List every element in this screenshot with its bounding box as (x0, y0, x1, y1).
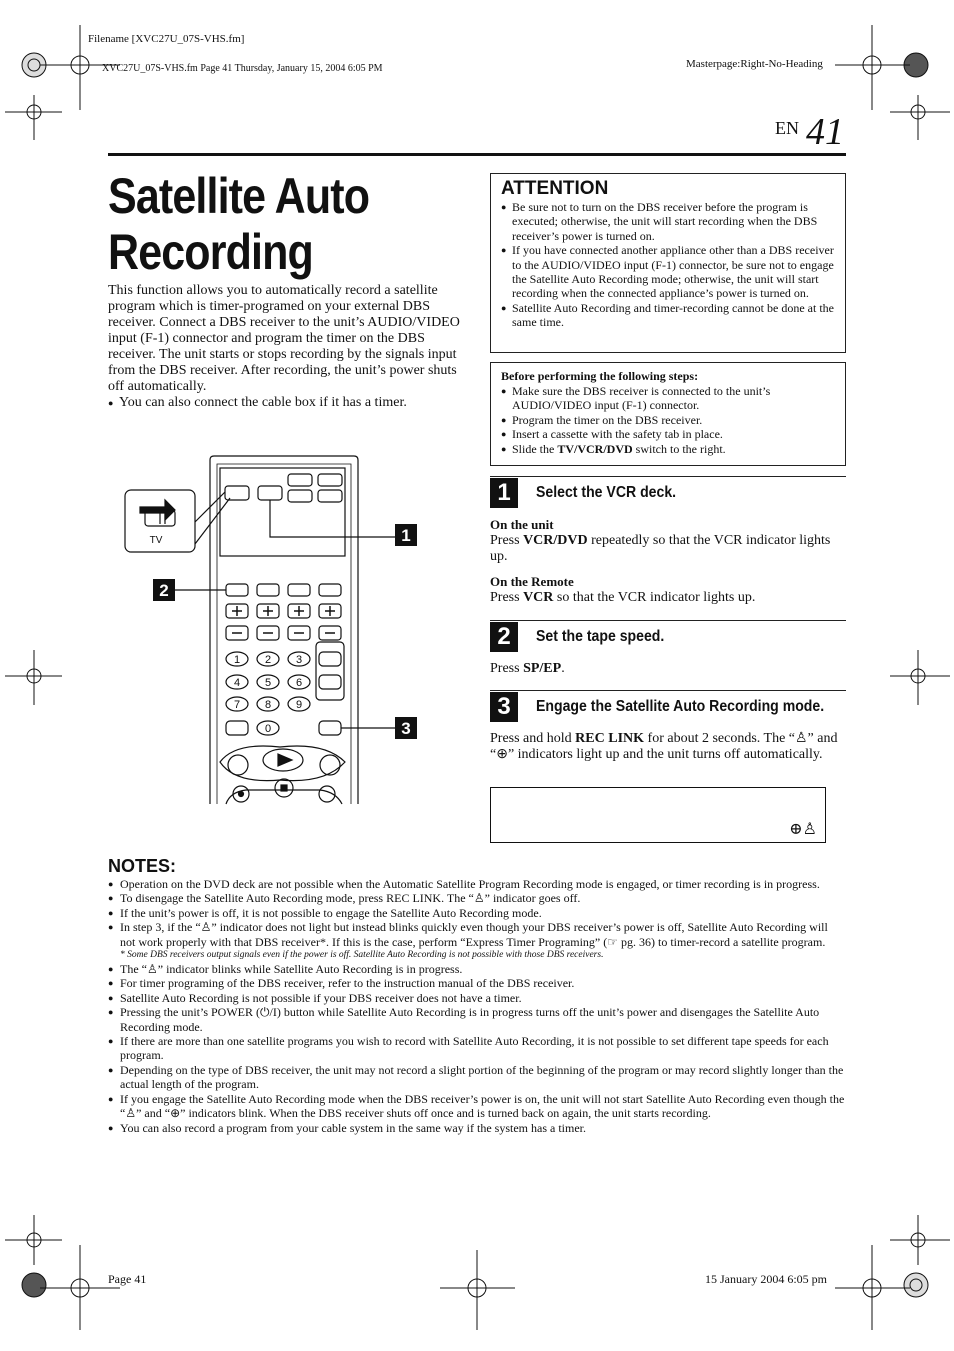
step-1-sub2-bold: VCR (523, 590, 554, 605)
header-fileinfo: XVC27U_07S-VHS.fm Page 41 Thursday, January 15, 2004 6:05 PM (102, 63, 383, 74)
step-1-sub2-text (490, 590, 846, 606)
before-last-suffix: switch to the right. (632, 441, 726, 456)
note-item: ● For timer programing of the DBS receiver, refer to the instruction manual of the DBS receiver. (108, 976, 846, 990)
note-item: ● Operation on the DVD deck are not possible when the Automatic Satellite Program Recording mode is engaged, or timer recording is in progress. (108, 877, 846, 891)
header-rule (108, 153, 846, 156)
title-line-2: Recording (108, 224, 313, 280)
attention-list (501, 200, 835, 330)
key-0: 0 (264, 723, 272, 735)
before-last-bold: TV/VCR/DVD (557, 441, 633, 456)
note-item: ● If there are more than one satellite programs you wish to record with Satellite Auto Recording, it is not possible to set different tape speeds for each program. (108, 1034, 846, 1063)
step-3-title: Engage the Satellite Auto Recording mode. (536, 698, 825, 715)
callout-2: 2 (159, 581, 169, 600)
note-item: ● If you engage the Satellite Auto Recording mode when the DBS receiver’s power is on, the unit will not start Satellite Auto Recording even though the “♙” and “⊕” indicators blink. When the DBS receiver shuts off once and is turned back on again, the unit starts recording. (108, 1092, 846, 1121)
note-item: ● Satellite Auto Recording is not possible if your DBS receiver does not have a timer. (108, 991, 846, 1005)
note-item: ● The “♙” indicator blinks while Satellite Auto Recording is in progress. (108, 962, 846, 976)
step-3-rule (490, 690, 846, 691)
step-3-number: 3 (490, 692, 518, 722)
step-1-sub1-post: repeatedly so that the VCR indicator lights up. (490, 533, 831, 564)
note-footnote: * Some DBS receivers output signals even if the power is off. Satellite Auto Recording is not possible with those DBS receivers. (120, 950, 604, 961)
note-item: ● To disengage the Satellite Auto Recording mode, press REC LINK. The “♙” indicator goes off. (108, 891, 846, 905)
note-item: ● Depending on the type of DBS receiver, the unit may not record a slight portion of the beginning of the program or may record slightly longer than the actual length of the program. (108, 1063, 846, 1092)
step-3-bold: REC LINK (575, 731, 645, 746)
step-2-bold: SP/EP (523, 661, 562, 676)
attention-box (490, 173, 846, 353)
step-2-pre: Press (490, 661, 524, 676)
before-box (490, 362, 846, 466)
display-indicator-icons: ⊕♙ (789, 819, 817, 838)
step-1-sub1-text (490, 533, 846, 565)
remote-illustration (120, 452, 420, 808)
note-item: ● In step 3, if the “♙” indicator does not light but instead blinks quickly even though your DBS receiver’s power is off, Satellite Auto Recording will not work properly with that DBS receiver*. If this is the case, perform “Express Timer Programing” (☞ pg. 36) to timer-record a satellite program. (108, 920, 846, 949)
callout-1: 1 (401, 526, 411, 545)
notes-heading: NOTES: (108, 856, 177, 876)
step-1-sub2-post: so that the VCR indicator lights up. (553, 590, 756, 605)
notes-list (108, 877, 846, 1135)
step-1-rule (490, 476, 846, 477)
header-filename: Filename [XVC27U_07S-VHS.fm] (88, 33, 245, 45)
step-1-sub1-heading: On the unit (490, 517, 554, 532)
before-heading: Before performing the following steps: (501, 369, 699, 383)
key-5: 5 (264, 677, 272, 689)
step-2-body (490, 661, 846, 677)
key-9: 9 (295, 699, 303, 711)
page-title (108, 168, 452, 280)
step-1-sub2-heading: On the Remote (490, 574, 574, 589)
step-1-number: 1 (490, 478, 518, 508)
step-2-rule (490, 620, 846, 621)
header-masterpage: Masterpage:Right-No-Heading (686, 58, 823, 70)
note-item: ● If the unit’s power is off, it is not possible to engage the Satellite Auto Recording mode. (108, 906, 846, 920)
display-panel (490, 787, 826, 843)
note-item: ● You can also record a program from your cable system in the same way if the system has a timer. (108, 1121, 846, 1135)
step-1-sub2-pre: Press (490, 590, 524, 605)
key-4: 4 (233, 677, 241, 689)
step-1-title: Select the VCR deck. (536, 484, 677, 501)
attention-item: ● Satellite Auto Recording and timer-recording cannot be done at the same time. (501, 301, 835, 330)
title-line-1: Satellite Auto (108, 168, 370, 224)
key-3: 3 (295, 654, 303, 666)
attention-item: ● Be sure not to turn on the DBS receiver before the program is executed; otherwise, the unit will start recording when the DBS receiver’s power is turned on. (501, 200, 835, 243)
switch-tv-label: TV (149, 535, 163, 546)
step-2-title: Set the tape speed. (536, 628, 665, 645)
before-item: ● Program the timer on the DBS receiver. (501, 413, 835, 427)
footer-datetime: 15 January 2004 6:05 pm (705, 1272, 827, 1286)
before-list (501, 384, 835, 456)
key-1: 1 (233, 654, 241, 666)
intro (108, 283, 464, 411)
step-3-body (490, 731, 840, 763)
step-2-number: 2 (490, 622, 518, 652)
step-2-post: . (561, 661, 565, 676)
step-3-pre: Press and hold (490, 731, 576, 746)
before-item: ● Insert a cassette with the safety tab in place. (501, 427, 835, 441)
attention-heading: ATTENTION (501, 178, 609, 199)
callout-3: 3 (401, 719, 411, 738)
key-7: 7 (233, 699, 241, 711)
note-item: ● Pressing the unit’s POWER (⏻/I) button while Satellite Auto Recording is in progress turns off the unit’s power and disengages the Satellite Auto Recording mode. (108, 1005, 846, 1034)
step-3-post: for about 2 seconds. The “♙” and “⊕” indicators light up and the unit turns off automatically. (490, 731, 838, 762)
step-1-sub1-bold: VCR/DVD (523, 533, 588, 548)
page-number: 41 (806, 111, 844, 153)
key-6: 6 (295, 677, 303, 689)
intro-bullet: ● You can also connect the cable box if it has a timer. (108, 395, 464, 411)
footer-page: Page 41 (108, 1272, 147, 1286)
step-1-sub1-pre: Press (490, 533, 524, 548)
attention-item: ● If you have connected another appliance other than a DBS receiver to the AUDIO/VIDEO input (F-1) connector, be sure not to engage the Satellite Auto Recording mode; otherwise, the unit will start recording when the connected appliance’s power is turned on. (501, 243, 835, 301)
page-lang: EN (775, 118, 799, 138)
before-item: ● Make sure the DBS receiver is connected to the unit’s AUDIO/VIDEO input (F-1) connector. (501, 384, 835, 413)
before-item (501, 442, 835, 456)
key-8: 8 (264, 699, 272, 711)
before-last-prefix: Slide the (512, 441, 558, 456)
intro-paragraph: This function allows you to automatically record a satellite program which is timer-programed on your external DBS receiver. Connect a DBS receiver to the unit’s AUDIO/VIDEO input (F-1) connector and program the timer on the DBS receiver. The unit starts or stops recording by the signals input from the DBS receiver. After recording, the unit’s power shuts off automatically. (108, 283, 460, 394)
key-2: 2 (264, 654, 272, 666)
step-1-body (490, 517, 846, 606)
